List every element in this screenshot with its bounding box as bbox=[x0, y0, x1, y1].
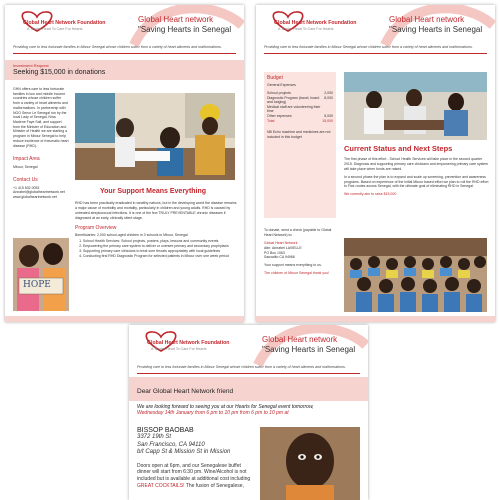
table-row bbox=[267, 96, 333, 105]
page-footer bbox=[256, 316, 495, 322]
logo-name: Global Heart Network Foundation bbox=[23, 20, 106, 26]
header-title-line2: "Saving Hearts in Senegal bbox=[138, 25, 232, 34]
contact-heading: Contact Us bbox=[13, 176, 38, 183]
hope-sign-text: HOPE bbox=[23, 280, 51, 290]
page-header bbox=[129, 325, 368, 365]
org-logo bbox=[13, 17, 106, 35]
header-title-line2: "Saving Hearts in Senegal bbox=[389, 25, 483, 34]
org-logo bbox=[264, 17, 357, 35]
budget-total-amount: 15,000 bbox=[322, 119, 333, 124]
intro-text: Providing care to less fortunate families in Mbour Senegal whose children suffer from a variety of heart ailments and malformations. bbox=[13, 45, 222, 49]
venue-name: BISSOP BAOBAB bbox=[137, 427, 194, 434]
budget-subheading: General Expenses bbox=[267, 83, 296, 87]
donate-thanks-2: The children of Mbour Senegal thank you! bbox=[264, 271, 329, 276]
header-title bbox=[389, 15, 485, 34]
boy-photo bbox=[260, 427, 360, 500]
venue-line-2: San Francisco, CA 94110 bbox=[137, 441, 205, 448]
hope-photo-illustration bbox=[13, 238, 69, 311]
support-section bbox=[100, 188, 240, 195]
list-item: 4. Conducting first RHD Diagnostic Program for selected patients in Mbour over one week period bbox=[83, 254, 237, 259]
budget-label: Other expenses bbox=[267, 114, 292, 119]
donate-addr-1: Global Heart Network bbox=[264, 240, 298, 245]
table-row bbox=[267, 105, 333, 114]
list-item: 3. Supporting primary care clinicians to treat sore throats appropriately with local guidelines bbox=[83, 249, 237, 254]
invite-date: Wednesday 14th January from 6 pm to 10 pm from 6 pm to 10 pm at bbox=[137, 410, 289, 417]
clinic-photo-2-illustration bbox=[344, 72, 487, 140]
children-photo bbox=[344, 238, 487, 312]
donate-thanks: Your support means everything to us. bbox=[264, 263, 322, 268]
clinic-photo-2 bbox=[344, 72, 487, 140]
budget-amount: 2,000 bbox=[324, 91, 333, 96]
brochure-page-2 bbox=[256, 5, 495, 322]
contact-email: Annabel@globalheartnetwork.net bbox=[13, 190, 65, 195]
budget-amount: 5,000 bbox=[324, 114, 333, 119]
donate-addr-3: PO Box 1063 bbox=[264, 250, 285, 255]
support-heading: Your Support Means Everything bbox=[100, 188, 207, 195]
page-header bbox=[256, 5, 495, 45]
logo-name: Global Heart Network Foundation bbox=[147, 340, 230, 346]
venue-block bbox=[137, 427, 255, 490]
status-section bbox=[344, 144, 489, 197]
venue-line-1: 3372 19th St bbox=[137, 434, 172, 440]
budget-label: Diagnostic Program (travel, board and lodging) bbox=[267, 96, 320, 105]
invite-para: We are looking forward to seeing you at our Hearts for Senegal event tomorrow, bbox=[137, 403, 314, 410]
fusion-text: The fusion of Senegalese, bbox=[185, 482, 244, 489]
status-para-2: In a second phase the plan is to expand and scale up screening, prevention and awareness programs. Based on experience of the initial Mbour based effort we plan to roll the RHD effort to Fixe-routes across Senegal, with the ultimate goal of eliminating RHD in Senegal. bbox=[344, 174, 489, 189]
side-column bbox=[13, 87, 69, 200]
venue-line-3: b/t Capp St & Mission St in Mission bbox=[137, 449, 231, 455]
budget-amount: 8,000 bbox=[324, 96, 333, 101]
logo-tagline: A Tender Heart To Care For Hearts bbox=[278, 27, 334, 31]
budget-label: Medical staff are volunteering their time bbox=[267, 105, 321, 114]
donate-addr-4: Sausalito CA 94966 bbox=[264, 255, 295, 260]
cocktails-text: GREAT COCKTAILS! bbox=[137, 482, 185, 489]
impact-value: Mbour, Senegal bbox=[13, 165, 38, 170]
impact-heading: Impact Area bbox=[13, 156, 40, 163]
clinic-photo-illustration bbox=[75, 93, 235, 180]
divider bbox=[13, 53, 236, 54]
divider bbox=[264, 53, 487, 54]
clinic-photo bbox=[75, 93, 235, 180]
header-title bbox=[138, 15, 234, 34]
status-para-1: The first phase of this effort - School Health Services will take place in the second quarter 2015. Diagnosis and supporting primary care clinicians and empowering primary care system will take place when funds are raised. bbox=[344, 157, 489, 171]
brochure-page-1 bbox=[5, 5, 244, 322]
side-text: GHN offers care to less fortunate families in low and middle income countries whose children suffer from a variety of heart ailments and malformations. In partnership with NGO Senor Le Senegal run by the local Lady of Senegal, Nina Marlene Faye Sall, and support from the Minister of Education and Minister of Health we are starting a program in Mbour Senegal to help reduce incidence of rheumatic heart disease (RHD). bbox=[13, 87, 69, 148]
budget-heading: Budget bbox=[267, 75, 283, 81]
intro-text: Providing care to less fortunate families in Mbour Senegal whose children suffer from a variety of heart ailments and malformations. bbox=[264, 45, 473, 49]
children-photo-illustration bbox=[344, 238, 487, 312]
budget-amount bbox=[322, 105, 333, 114]
header-title-line1: Global Heart network bbox=[138, 15, 214, 24]
header-title-line1: Global Heart network bbox=[262, 335, 338, 344]
contact-website: www.globalheartnetwork.net bbox=[13, 195, 57, 199]
budget-table bbox=[267, 91, 333, 124]
donate-section bbox=[264, 228, 336, 276]
list-item: 1. School Health Services: School projects, posters, plays, lessons and community events bbox=[83, 239, 237, 244]
doors-text bbox=[137, 463, 255, 490]
contact-phone: +1 415 832 0053 bbox=[13, 185, 40, 190]
logo-tagline: A Tender Heart To Care For Hearts bbox=[151, 347, 207, 351]
support-text: RHD has been practically eradicated in wealthy nations, but in the developing world the disease remains a major cause of morbidity and mortality, particularly in children and young adults. RHD is caused by untreated streptococcal infections. It is one of the few TRULY PREVENTABLE chronic diseases if diagnosed at an early, clinically silent stage. bbox=[75, 201, 237, 220]
greeting-band bbox=[129, 377, 368, 401]
donate-text: To donate, send a check (payable to Global Heart Network) to: bbox=[264, 228, 332, 237]
overview-sub: Beneficiaries: 2,000 school-aged children in 3 schools in Mbour, Senegal bbox=[75, 232, 188, 237]
band-label: Investment Request bbox=[13, 62, 49, 68]
status-para-3: We currently aim to raise $15,000 bbox=[344, 192, 397, 197]
org-logo bbox=[137, 337, 230, 355]
investment-band bbox=[5, 60, 244, 80]
invitation-body bbox=[129, 401, 368, 417]
budget-total-label: Total bbox=[267, 119, 275, 124]
header-title-line1: Global Heart network bbox=[389, 15, 465, 24]
budget-note: NB Echo machine and medicines are not included in this budget bbox=[267, 129, 331, 139]
greeting-text: Dear Global Heart Network friend bbox=[137, 387, 234, 395]
budget-box bbox=[264, 72, 336, 218]
list-item: 2. Empowering the primary care system to deliver or oversee primary and secondary prophylaxis bbox=[83, 244, 237, 249]
intro-text: Providing care to less fortunate families in Mbour Senegal whose children suffer from a variety of heart ailments and malformations. bbox=[137, 365, 346, 369]
page-header bbox=[5, 5, 244, 45]
divider bbox=[137, 373, 360, 374]
overview-list bbox=[75, 239, 237, 259]
logo-name: Global Heart Network Foundation bbox=[274, 20, 357, 26]
boy-photo-illustration bbox=[260, 427, 360, 500]
invitation-page bbox=[129, 325, 368, 500]
doors-text-main: Doors open at 6pm, and our Senegalese buffet dinner will start from 6:30 pm. Wine/Alcohol is not included but is available at additional cost including bbox=[137, 462, 251, 482]
header-title-line2: "Saving Hearts in Senegal bbox=[262, 345, 356, 354]
status-heading: Current Status and Next Steps bbox=[344, 144, 453, 153]
hope-photo bbox=[13, 238, 69, 311]
header-title bbox=[262, 335, 358, 354]
page-footer bbox=[5, 316, 244, 322]
overview-heading: Program Overview bbox=[75, 224, 117, 231]
budget-label: School projects bbox=[267, 91, 291, 96]
band-title: Seeking $15,000 in donations bbox=[13, 68, 106, 76]
donate-addr-2: Attn: Annabel LAVIELLE bbox=[264, 245, 302, 250]
table-row-total bbox=[267, 119, 333, 124]
main-column bbox=[75, 201, 237, 259]
logo-tagline: A Tender Heart To Care For Hearts bbox=[27, 27, 83, 31]
